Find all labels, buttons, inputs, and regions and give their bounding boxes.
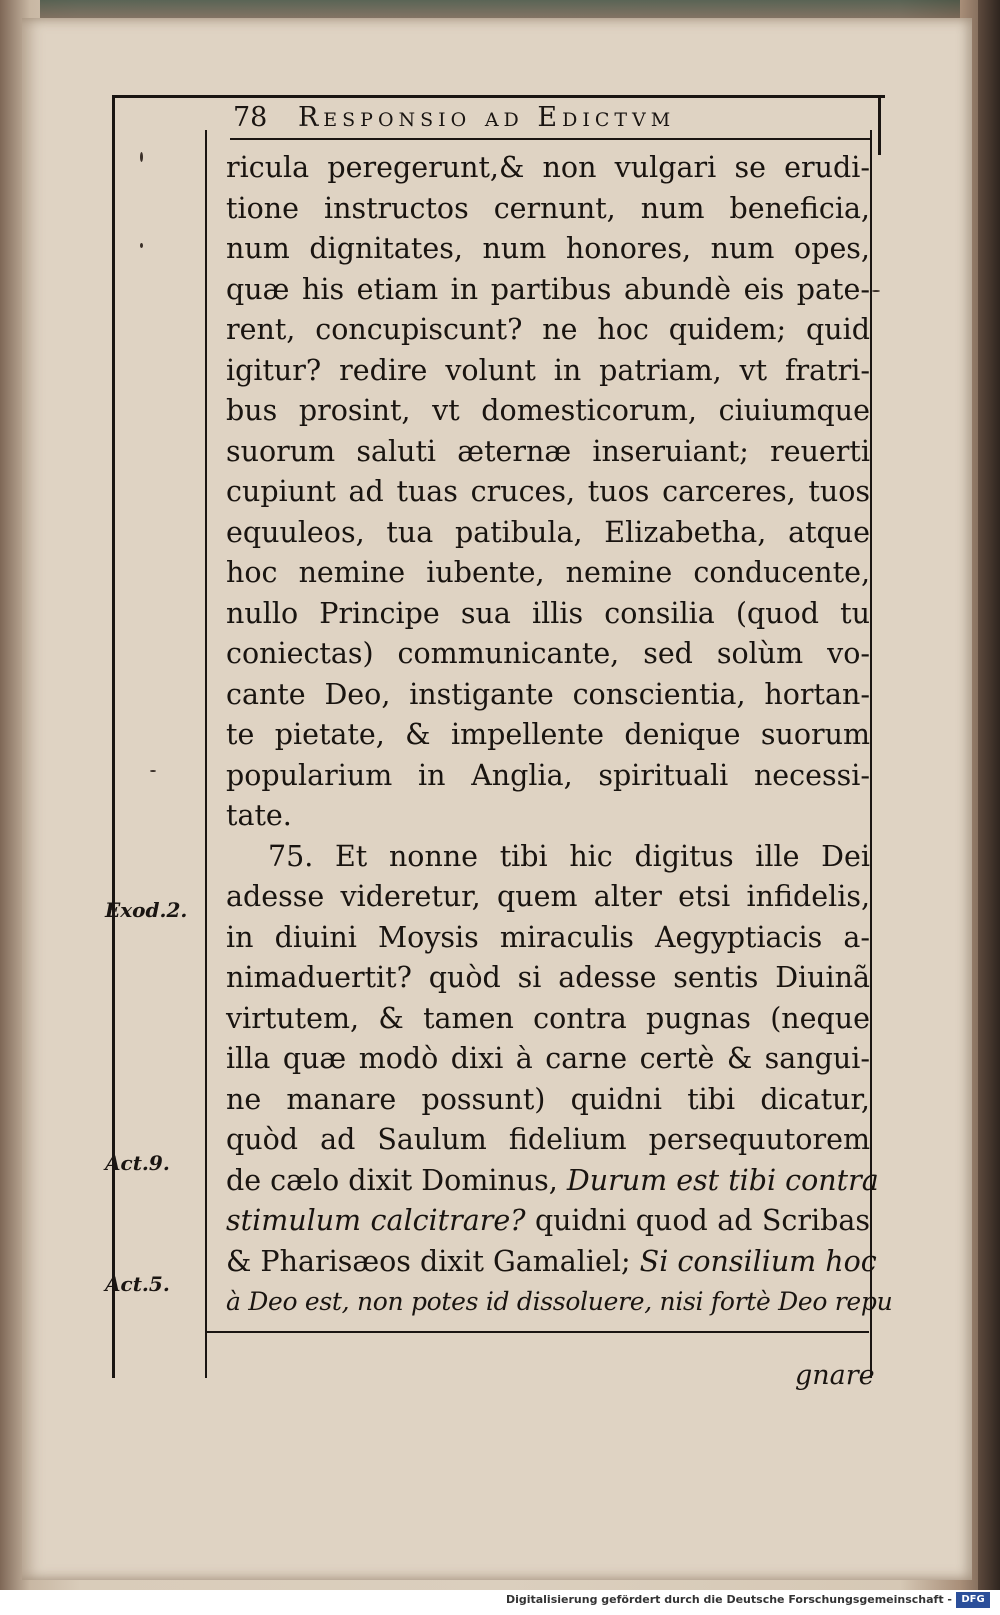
text-line [226,1161,879,1202]
text-line: cante Deo, instigante conscientia, hortan- [226,677,870,711]
text-line: tate. [226,799,292,832]
text-line: quòd ad Saulum fidelium persequutorem [226,1123,870,1156]
text-line: in diuini Moysis miraculis Aegyptiacis a- [226,920,870,954]
scripture-quote: Si consilium hoc [639,1244,877,1278]
text-line: equuleos, tua patibula, Elizabetha, atque [226,515,870,549]
body-text [226,148,893,1323]
scripture-quote: Durum est tibi contra [566,1163,879,1197]
margin-note-act5: Act.5. [105,1272,170,1296]
text-line: cupiunt ad tuas cruces, tuos carceres, tuos [226,475,870,508]
text-line [226,1201,870,1242]
text-line: nimaduertit? quòd si adesse sentis Diuinã [226,961,870,994]
text-line [226,1242,877,1283]
ink-speck [140,152,143,162]
catchword: gnare [795,1360,875,1391]
margin-note-exod: Exod.2. [105,898,188,922]
ink-speck [872,290,880,292]
text-line: adesse videretur, quem alter etsi infidelis, [226,880,870,913]
text-line: hoc nemine iubente, nemine conducente, [226,556,870,589]
book-spine-edge [978,0,1000,1615]
text-line: bus prosint, vt domesticorum, ciuiumque [226,394,870,427]
dfg-logo: DFG [956,1592,990,1608]
ink-speck [140,243,143,248]
running-head [233,102,853,138]
text-line: nullo Principe sua illis consilia (quod tu [226,596,870,630]
text-roman: quidni quod ad Scribas [534,1204,870,1237]
text-line: quæ his etiam in partibus abundè eis pate- [226,272,870,306]
paragraph-start-line: 75. Et nonne tibi hic digitus ille Dei [268,839,870,873]
text-line: illa quæ modò dixi à carne certè & sangui- [226,1042,870,1075]
text-line: coniectas) communicante, sed solùm vo- [226,637,870,670]
text-line: tione instructos cernunt, num beneficia, [226,191,870,225]
text-roman: de cælo dixit Dominus, [226,1163,558,1197]
text-line: ne manare possunt) quidni tibi dicatur, [226,1082,870,1116]
text-line: te pietate, & impellente denique suorum [226,718,870,751]
page-number: 78 [233,102,268,133]
text-line: ricula peregerunt,& non vulgari se erudi- [226,151,870,184]
text-line: num dignitates, num honores, num opes, [226,232,870,265]
running-head-title: Responsio ad Edictvm [297,102,676,133]
text-line: igitur? redire volunt in patriam, vt fratri- [226,353,870,387]
book-top-edge [40,0,960,18]
frame-right-rule [878,95,881,155]
text-line: popularium in Anglia, spirituali necessi- [226,758,870,792]
scripture-quote: stimulum calcitrare? [226,1204,526,1237]
text-roman: & Pharisæos dixit Gamaliel; [226,1244,631,1278]
margin-note-act9: Act.9. [105,1151,170,1175]
text-bottom-rule [207,1331,869,1333]
ink-speck [150,770,156,772]
text-line: rent, concupiscunt? ne hoc quidem; quid [226,313,870,346]
running-head-rule [230,138,870,140]
scripture-quote-line: à Deo est, non potes id dissoluere, nisi fortè Deo repu [226,1287,893,1316]
text-line: virtutem, & tamen contra pugnas (neque [226,1001,870,1035]
text-line: suorum saluti æternæ inseruiant; reuerti [226,434,870,468]
funding-credit: Digitalisierung gefördert durch die Deutsche Forschungsgemeinschaft - [505,1593,952,1606]
